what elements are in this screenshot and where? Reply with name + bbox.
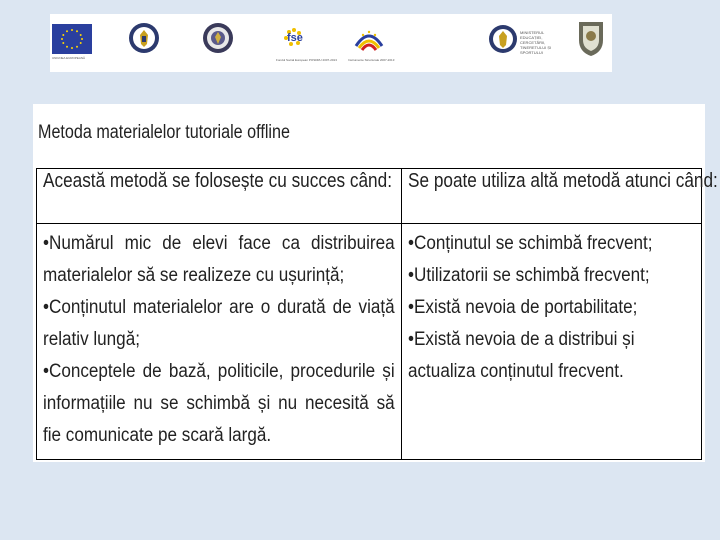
list-item: •Există nevoia de a distribui și actualiza conținutul frecvent.	[408, 329, 635, 382]
eu-flag-caption: UNIUNEA EUROPEANĂ	[52, 56, 86, 60]
table-header-row	[37, 169, 702, 224]
table-cell-left	[37, 224, 402, 460]
document-image	[33, 104, 718, 462]
education-ministry-caption: MINISTERUL EDUCAȚIEI, CERCETĂRII, TINERETULUI ȘI SPORTULUI	[520, 30, 552, 55]
methods-table	[36, 168, 718, 460]
ministry-seal-logo	[202, 22, 234, 54]
instrumente-caption: Instrumente Structurale 2007-2013	[348, 58, 395, 62]
logo-bar	[50, 14, 612, 72]
table-header-cell	[37, 169, 402, 224]
table-row	[37, 224, 702, 460]
list-item: •Numărul mic de elevi face ca distribuirea materialelor să se realizeze cu ușurință;	[43, 233, 395, 286]
university-crest-logo	[576, 18, 606, 58]
header-use-when: Această metodă se folosește cu succes când:	[43, 170, 392, 192]
romanian-government-logo	[128, 22, 160, 54]
list-item: •Conținutul materialelor are o durată de viață relativ lungă;	[43, 297, 395, 350]
table-header-cell	[402, 169, 718, 224]
list-item: •Conceptele de bază, politicile, procedurile și informațiile nu se schimbă și nu necesită să fie comunicate pe scară largă.	[43, 361, 395, 446]
document-title: Metoda materialelor tutoriale offline	[38, 122, 290, 143]
list-item: •Utilizatorii se schimbă frecvent;	[408, 265, 650, 286]
list-item: •Conținutul se schimbă frecvent;	[408, 233, 653, 254]
eu-flag-logo	[52, 24, 92, 54]
list-item: •Există nevoia de portabilitate;	[408, 297, 638, 318]
header-alternative-when: Se poate utiliza altă metodă atunci când:	[408, 170, 718, 192]
instrumente-structurale-logo	[352, 24, 386, 54]
fse-logo	[276, 20, 310, 54]
fse-caption: Fondul Social European POSDRU 2007-2013	[276, 58, 337, 62]
education-ministry-logo	[488, 24, 518, 54]
table-cell-right	[402, 224, 702, 460]
svg-text:fse: fse	[287, 32, 303, 44]
